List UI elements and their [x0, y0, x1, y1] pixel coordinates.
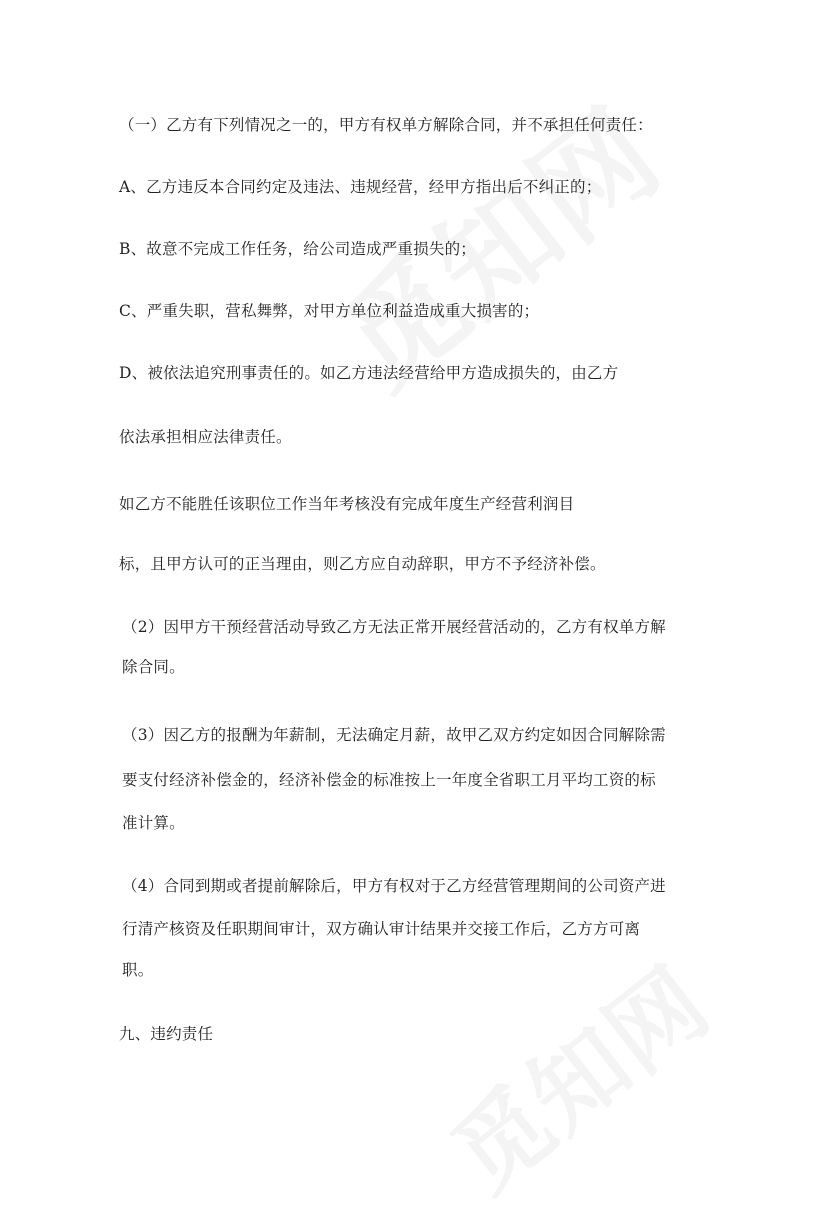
clause-1-item-a: A、乙方违反本合同约定及违法、违规经营，经甲方指出后不纠正的； [119, 178, 602, 196]
clause-1-item-b: B、故意不完成工作任务，给公司造成严重损失的； [119, 240, 476, 258]
clause-4-line-3: 职。 [122, 961, 154, 979]
clause-3-line-1: （3）因乙方的报酬为年薪制，无法确定月薪，故甲乙双方约定如因合同解除需 [122, 726, 666, 744]
clause-3-line-2: 要支付经济补偿金的，经济补偿金的标准按上一年度全省职工月平均工资的标 [122, 771, 656, 789]
section-heading-liability: 九、违约责任 [119, 1025, 214, 1043]
clause-3-line-3: 准计算。 [122, 814, 185, 832]
clause-2-line-1: （2）因甲方干预经营活动导致乙方无法正常开展经营活动的，乙方有权单方解 [122, 618, 666, 636]
clause-4-line-1: （4）合同到期或者提前解除后，甲方有权对于乙方经营管理期间的公司资产进 [122, 877, 666, 895]
clause-1-item-c: C、严重失职，营私舞弊，对甲方单位利益造成重大损害的； [119, 302, 540, 320]
clause-2-line-2: 除合同。 [122, 658, 185, 676]
clause-1-note-line-2: 标，且甲方认可的正当理由，则乙方应自动辞职，甲方不予经济补偿。 [119, 555, 606, 573]
clause-1-item-d-line-1: D、被依法追究刑事责任的。如乙方违法经营给甲方造成损失的，由乙方 [119, 364, 619, 382]
clause-1-heading: （一）乙方有下列情况之一的，甲方有权单方解除合同，并不承担任何责任： [119, 116, 653, 134]
clause-1-item-d-line-2: 依法承担相应法律责任。 [119, 428, 292, 446]
clause-4-line-2: 行清产核资及任职期间审计，双方确认审计结果并交接工作后，乙方方可离 [122, 920, 641, 938]
clause-1-note-line-1: 如乙方不能胜任该职位工作当年考核没有完成年度生产经营利润目 [119, 495, 575, 513]
